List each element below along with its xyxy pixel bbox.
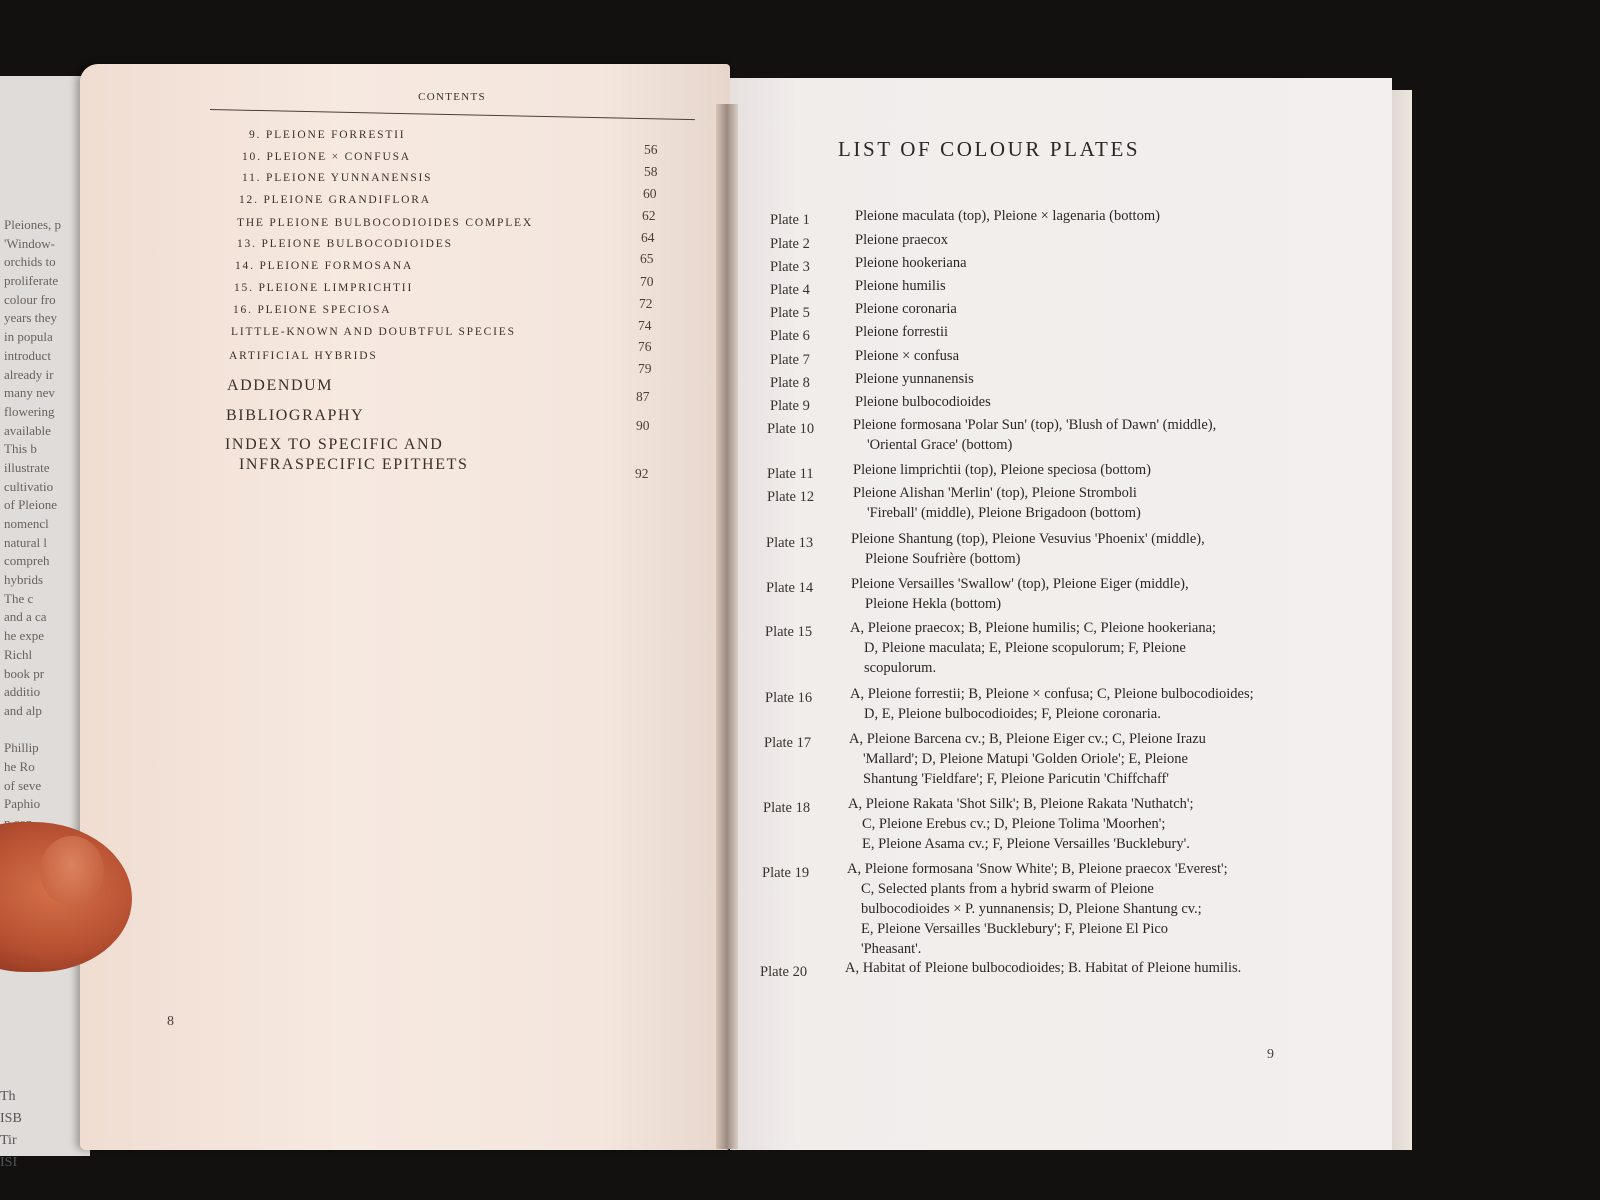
- left-page-number: 8: [167, 1014, 174, 1029]
- book-gutter: [716, 104, 738, 1149]
- plate-description-line: Pleione Shantung (top), Pleione Vesuvius 'Phoenix' (middle),: [851, 531, 1205, 547]
- background-footer-line: ISB: [0, 1111, 22, 1126]
- toc-bibliography-page: 90: [636, 418, 650, 433]
- plate-description: [851, 529, 1205, 569]
- toc-addendum-page: 87: [636, 389, 650, 404]
- background-page-text: [4, 216, 84, 907]
- toc-entry-label[interactable]: 10. PLEIONE × CONFUSA: [242, 151, 411, 163]
- plate-description-line: Pleione coronaria: [855, 301, 957, 317]
- plate-description-line: 'Oriental Grace' (bottom): [867, 437, 1013, 453]
- plate-label: Plate 10: [767, 421, 815, 437]
- plate-description-line: Pleione Versailles 'Swallow' (top), Pleione Eiger (middle),: [851, 576, 1189, 592]
- plate-description: [845, 958, 1241, 978]
- background-text-line: 'Window-: [4, 235, 55, 251]
- background-footer-line: Tir: [0, 1133, 17, 1148]
- plate-description: [855, 392, 991, 412]
- plate-label: Plate 19: [762, 865, 810, 881]
- plate-description-line: Pleione forrestii: [855, 324, 949, 340]
- right-page[interactable]: [730, 78, 1392, 1150]
- contents-header: CONTENTS: [418, 91, 486, 103]
- plate-description-line: Pleione Soufrière (bottom): [865, 551, 1021, 567]
- background-text-line: already ir: [4, 366, 54, 382]
- background-text-line: available: [4, 422, 51, 438]
- toc-entry-page: 65: [640, 251, 654, 266]
- background-page: [0, 76, 90, 1170]
- background-text-line: Richl: [4, 646, 33, 662]
- plates-title: LIST OF COLOUR PLATES: [838, 137, 1141, 161]
- plate-label: Plate 9: [770, 398, 810, 414]
- plate-description-line: Pleione Hekla (bottom): [865, 596, 1002, 612]
- plate-description: [853, 415, 1216, 455]
- toc-entry-page: 70: [640, 274, 654, 289]
- plate-description: [855, 206, 1160, 226]
- background-text-line: Pleiones, p: [4, 217, 62, 232]
- background-text-line: years they: [4, 310, 58, 326]
- plate-description-line: 'Mallard'; D, Pleione Matupi 'Golden Oriole'; E, Pleione: [863, 751, 1188, 767]
- plate-description-line: Pleione limprichtii (top), Pleione speciosa (bottom): [853, 462, 1152, 478]
- plate-label: Plate 4: [770, 282, 810, 298]
- background-text-line: flowering: [4, 403, 55, 419]
- plate-label: Plate 14: [766, 580, 814, 596]
- background-text-line: additio: [4, 684, 41, 700]
- plate-description: [853, 483, 1141, 523]
- plate-description-line: A, Pleione Rakata 'Shot Silk'; B, Pleione Rakata 'Nuthatch';: [848, 796, 1194, 812]
- background-text-line: hybrids: [4, 572, 43, 588]
- background-text-line: introduct: [4, 347, 51, 363]
- background-footer-line: ISI: [0, 1155, 18, 1170]
- plate-description-line: 'Pheasant'.: [861, 941, 922, 957]
- plate-description-line: Pleione hookeriana: [855, 255, 967, 271]
- plate-label: Plate 17: [764, 735, 812, 751]
- background-text-line: many nev: [4, 385, 55, 401]
- plate-description-line: Pleione maculata (top), Pleione × lagenaria (bottom): [855, 208, 1160, 224]
- plate-description-line: D, E, Pleione bulbocodioides; F, Pleione coronaria.: [864, 706, 1161, 722]
- toc-entry-page: 74: [638, 318, 652, 333]
- plate-label: Plate 3: [770, 259, 810, 275]
- plate-description-line: C, Selected plants from a hybrid swarm of Pleione: [861, 881, 1154, 897]
- background-text-line: orchids to: [4, 254, 56, 270]
- background-text-line: proliferate: [4, 273, 59, 289]
- plate-description-line: E, Pleione Versailles 'Bucklebury'; F, Pleione El Pico: [861, 921, 1169, 937]
- plate-description: [853, 460, 1151, 480]
- toc-bibliography-label[interactable]: BIBLIOGRAPHY: [226, 407, 365, 424]
- background-text-line: he Ro: [4, 758, 35, 774]
- plate-label: Plate 2: [770, 236, 810, 252]
- toc-entry-page: 60: [643, 186, 657, 201]
- plate-label: Plate 12: [767, 489, 815, 505]
- plate-description-line: A, Pleione Barcena cv.; B, Pleione Eiger cv.; C, Pleione Irazu: [849, 731, 1206, 747]
- background-page-footer: [0, 1086, 40, 1174]
- plate-description: [847, 859, 1228, 959]
- background-text-line: and alp: [4, 702, 42, 718]
- plate-description-line: A, Pleione formosana 'Snow White'; B, Pleione praecox 'Everest';: [847, 861, 1228, 877]
- plate-description-line: E, Pleione Asama cv.; F, Pleione Versailles 'Bucklebury'.: [862, 836, 1190, 852]
- plate-description: [855, 276, 946, 296]
- toc-entry-label[interactable]: 11. PLEIONE YUNNANENSIS: [242, 172, 433, 184]
- plate-label: Plate 15: [765, 624, 813, 640]
- background-text-line: he expe: [4, 628, 45, 644]
- plate-description: [855, 230, 948, 250]
- background-text-line: and a ca: [4, 609, 47, 625]
- background-text-line: Paphio: [4, 796, 41, 812]
- plate-description: [848, 794, 1194, 854]
- plate-label: Plate 16: [765, 690, 813, 706]
- toc-entry-label[interactable]: 16. PLEIONE SPECIOSA: [233, 304, 392, 316]
- plate-label: Plate 7: [770, 352, 810, 368]
- plate-description: [851, 574, 1189, 614]
- background-text-line: The c: [4, 590, 34, 606]
- background-text-line: of Pleione: [4, 497, 58, 513]
- background-text-line: Phillip: [4, 740, 39, 756]
- plate-label: Plate 6: [770, 328, 810, 344]
- toc-entry-label[interactable]: 14. PLEIONE FORMOSANA: [235, 260, 414, 272]
- plate-label: Plate 5: [770, 305, 810, 321]
- toc-entry-page: 58: [644, 164, 658, 179]
- toc-index-label-continued[interactable]: INFRASPECIFIC EPITHETS: [239, 456, 469, 473]
- background-text-line: natural l: [4, 534, 47, 550]
- toc-entry-label[interactable]: LITTLE-KNOWN AND DOUBTFUL SPECIES: [231, 326, 516, 338]
- plate-description-line: Pleione yunnanensis: [855, 371, 974, 387]
- plate-description-line: bulbocodioides × P. yunnanensis; D, Pleione Shantung cv.;: [861, 901, 1202, 917]
- background-text-line: cultivatio: [4, 478, 54, 494]
- toc-entry-label[interactable]: THE PLEIONE BULBOCODIOIDES COMPLEX: [237, 217, 533, 229]
- toc-entry-label[interactable]: 12. PLEIONE GRANDIFLORA: [239, 194, 431, 206]
- background-text-line: This b: [4, 441, 37, 457]
- toc-entry-page: 76: [638, 339, 652, 354]
- background-text-line: [4, 721, 84, 740]
- plate-description: [855, 253, 967, 273]
- toc-entry-page: 56: [644, 142, 658, 157]
- toc-index-label[interactable]: INDEX TO SPECIFIC AND: [225, 436, 444, 453]
- background-footer-line: Th: [0, 1089, 16, 1104]
- toc-index-page: 92: [635, 466, 649, 481]
- toc-entry-page: 79: [638, 361, 652, 376]
- plate-label: Plate 20: [760, 964, 808, 980]
- plate-label: Plate 8: [770, 375, 810, 391]
- plate-description-line: 'Fireball' (middle), Pleione Brigadoon (bottom): [867, 505, 1141, 521]
- plate-description: [855, 346, 959, 366]
- plate-description-line: Pleione praecox: [855, 232, 949, 248]
- plate-description-line: A, Pleione praecox; B, Pleione humilis; C, Pleione hookeriana;: [850, 620, 1217, 636]
- plate-label: Plate 1: [770, 212, 810, 228]
- plate-description-line: A, Pleione forrestii; B, Pleione × confusa; C, Pleione bulbocodioides;: [850, 686, 1254, 702]
- plate-description-line: D, Pleione maculata; E, Pleione scopulorum; F, Pleione: [864, 640, 1186, 656]
- plate-description-line: scopulorum.: [864, 660, 937, 676]
- plate-description-line: Shantung 'Fieldfare'; F, Pleione Paricutin 'Chiffchaff': [863, 771, 1169, 787]
- plate-description-line: Pleione × confusa: [855, 348, 960, 364]
- toc-entry-label[interactable]: 13. PLEIONE BULBOCODIOIDES: [237, 238, 453, 250]
- plate-label: Plate 11: [767, 466, 814, 482]
- background-text-line: nomencl: [4, 516, 49, 531]
- toc-addendum-label[interactable]: ADDENDUM: [227, 377, 334, 394]
- background-text-line: in popula: [4, 329, 53, 345]
- toc-entry-page: 64: [641, 230, 655, 245]
- plate-description: [855, 369, 974, 389]
- plate-description-line: A, Habitat of Pleione bulbocodioides; B. Habitat of Pleione humilis.: [845, 960, 1242, 976]
- plate-description: [849, 729, 1206, 789]
- plate-description-line: Pleione Alishan 'Merlin' (top), Pleione Stromboli: [853, 485, 1137, 501]
- background-text-line: of seve: [4, 777, 42, 793]
- plate-description-line: Pleione formosana 'Polar Sun' (top), 'Blush of Dawn' (middle),: [853, 417, 1217, 433]
- plate-description: [855, 322, 948, 342]
- right-page-number: 9: [1267, 1047, 1274, 1062]
- thumbnail: [40, 836, 104, 906]
- plate-description: [850, 684, 1254, 724]
- plate-description: [850, 618, 1216, 678]
- toc-entry-label[interactable]: 15. PLEIONE LIMPRICHTII: [234, 282, 414, 294]
- background-text-line: colour fro: [4, 291, 56, 307]
- plate-description: [855, 299, 957, 319]
- toc-entry-page: 62: [642, 208, 656, 223]
- background-text-line: illustrate: [4, 459, 50, 475]
- background-text-line: compreh: [4, 553, 50, 569]
- toc-entry-page: 72: [639, 296, 653, 311]
- plate-description-line: Pleione bulbocodioides: [855, 394, 991, 410]
- toc-entry-label[interactable]: 9. PLEIONE FORRESTII: [249, 129, 406, 141]
- plate-label: Plate 13: [766, 535, 814, 551]
- plate-description-line: Pleione humilis: [855, 278, 946, 294]
- plate-description-line: C, Pleione Erebus cv.; D, Pleione Tolima 'Moorhen';: [862, 816, 1166, 832]
- plate-label: Plate 18: [763, 800, 811, 816]
- background-text-line: book pr: [4, 665, 45, 681]
- toc-entry-label[interactable]: ARTIFICIAL HYBRIDS: [229, 350, 378, 362]
